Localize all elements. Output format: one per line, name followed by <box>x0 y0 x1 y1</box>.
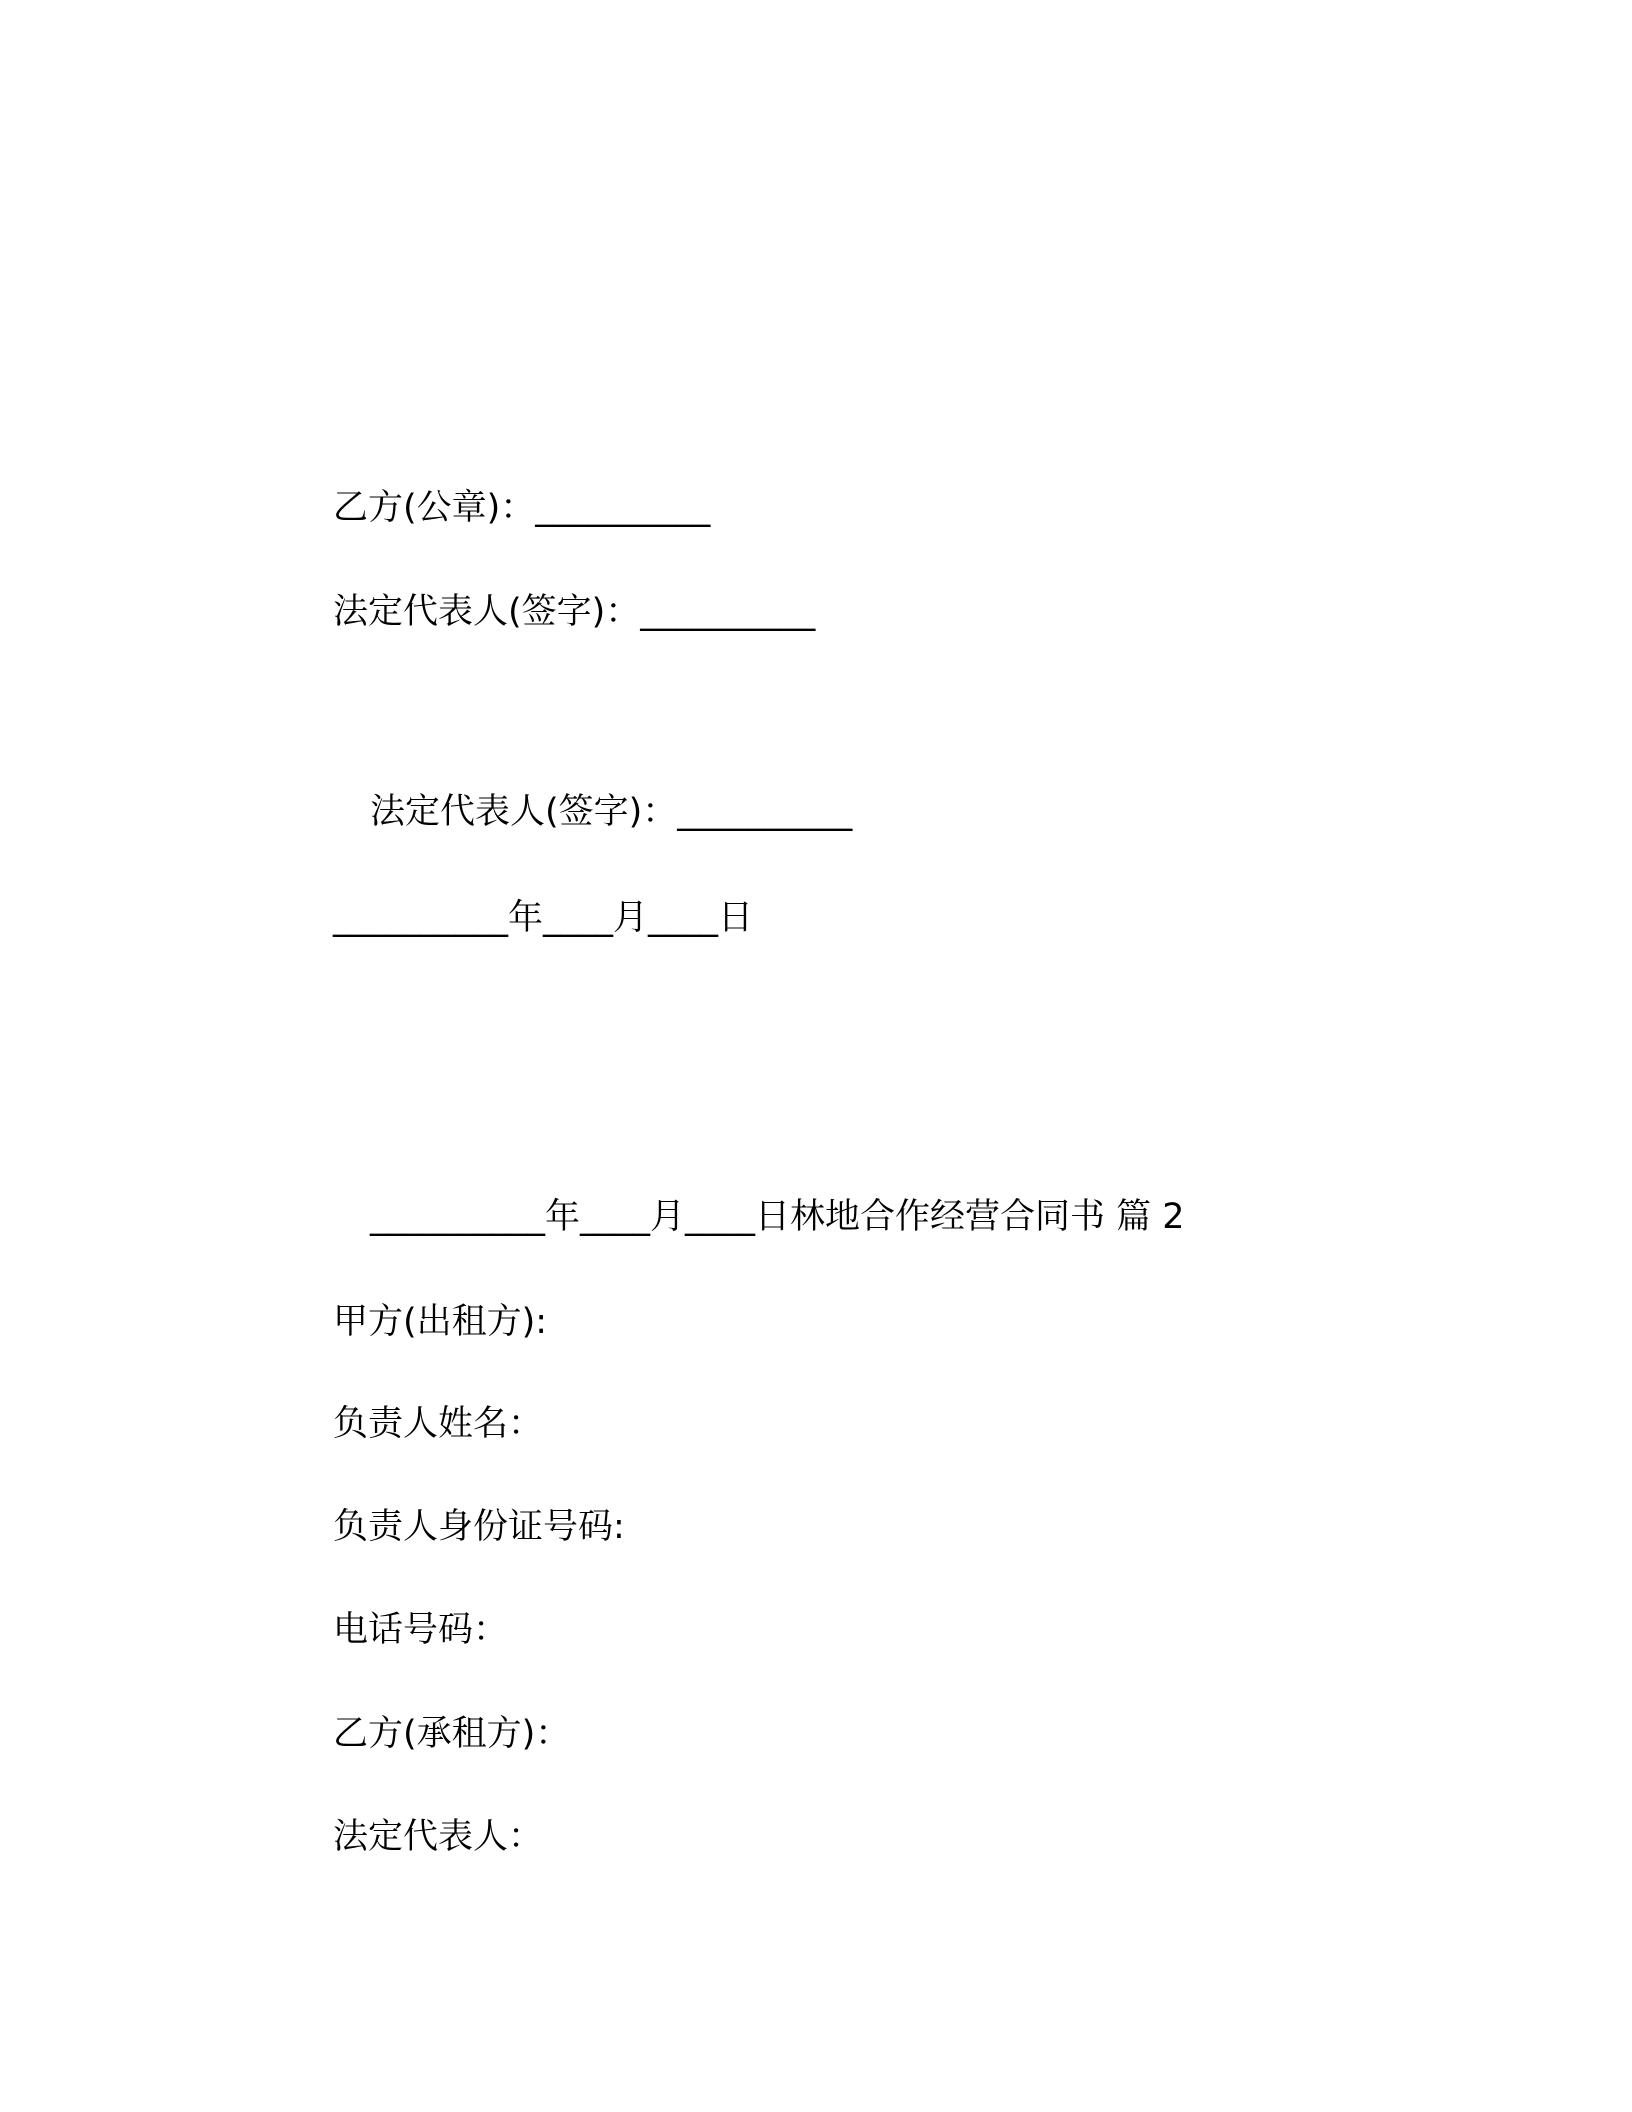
legal-representative-signature-line-2: 法定代表人(签字)：__________ <box>370 792 853 832</box>
party-b-seal-line: 乙方(公章)：__________ <box>333 488 711 528</box>
party-a-lessor-label: 甲方(出租方): <box>333 1302 548 1342</box>
legal-representative-label: 法定代表人： <box>333 1817 544 1857</box>
party-b-lessee-label: 乙方(承租方)： <box>333 1714 571 1754</box>
contract-title-line: __________年____月____日林地合作经营合同书 篇 2 <box>370 1197 1185 1237</box>
legal-representative-signature-line: 法定代表人(签字)：__________ <box>333 592 816 632</box>
responsible-person-id-label: 负责人身份证号码: <box>333 1507 625 1547</box>
date-line: __________年____月____日 <box>333 898 754 938</box>
responsible-person-name-label: 负责人姓名： <box>333 1404 544 1444</box>
phone-number-label: 电话号码： <box>333 1610 509 1650</box>
